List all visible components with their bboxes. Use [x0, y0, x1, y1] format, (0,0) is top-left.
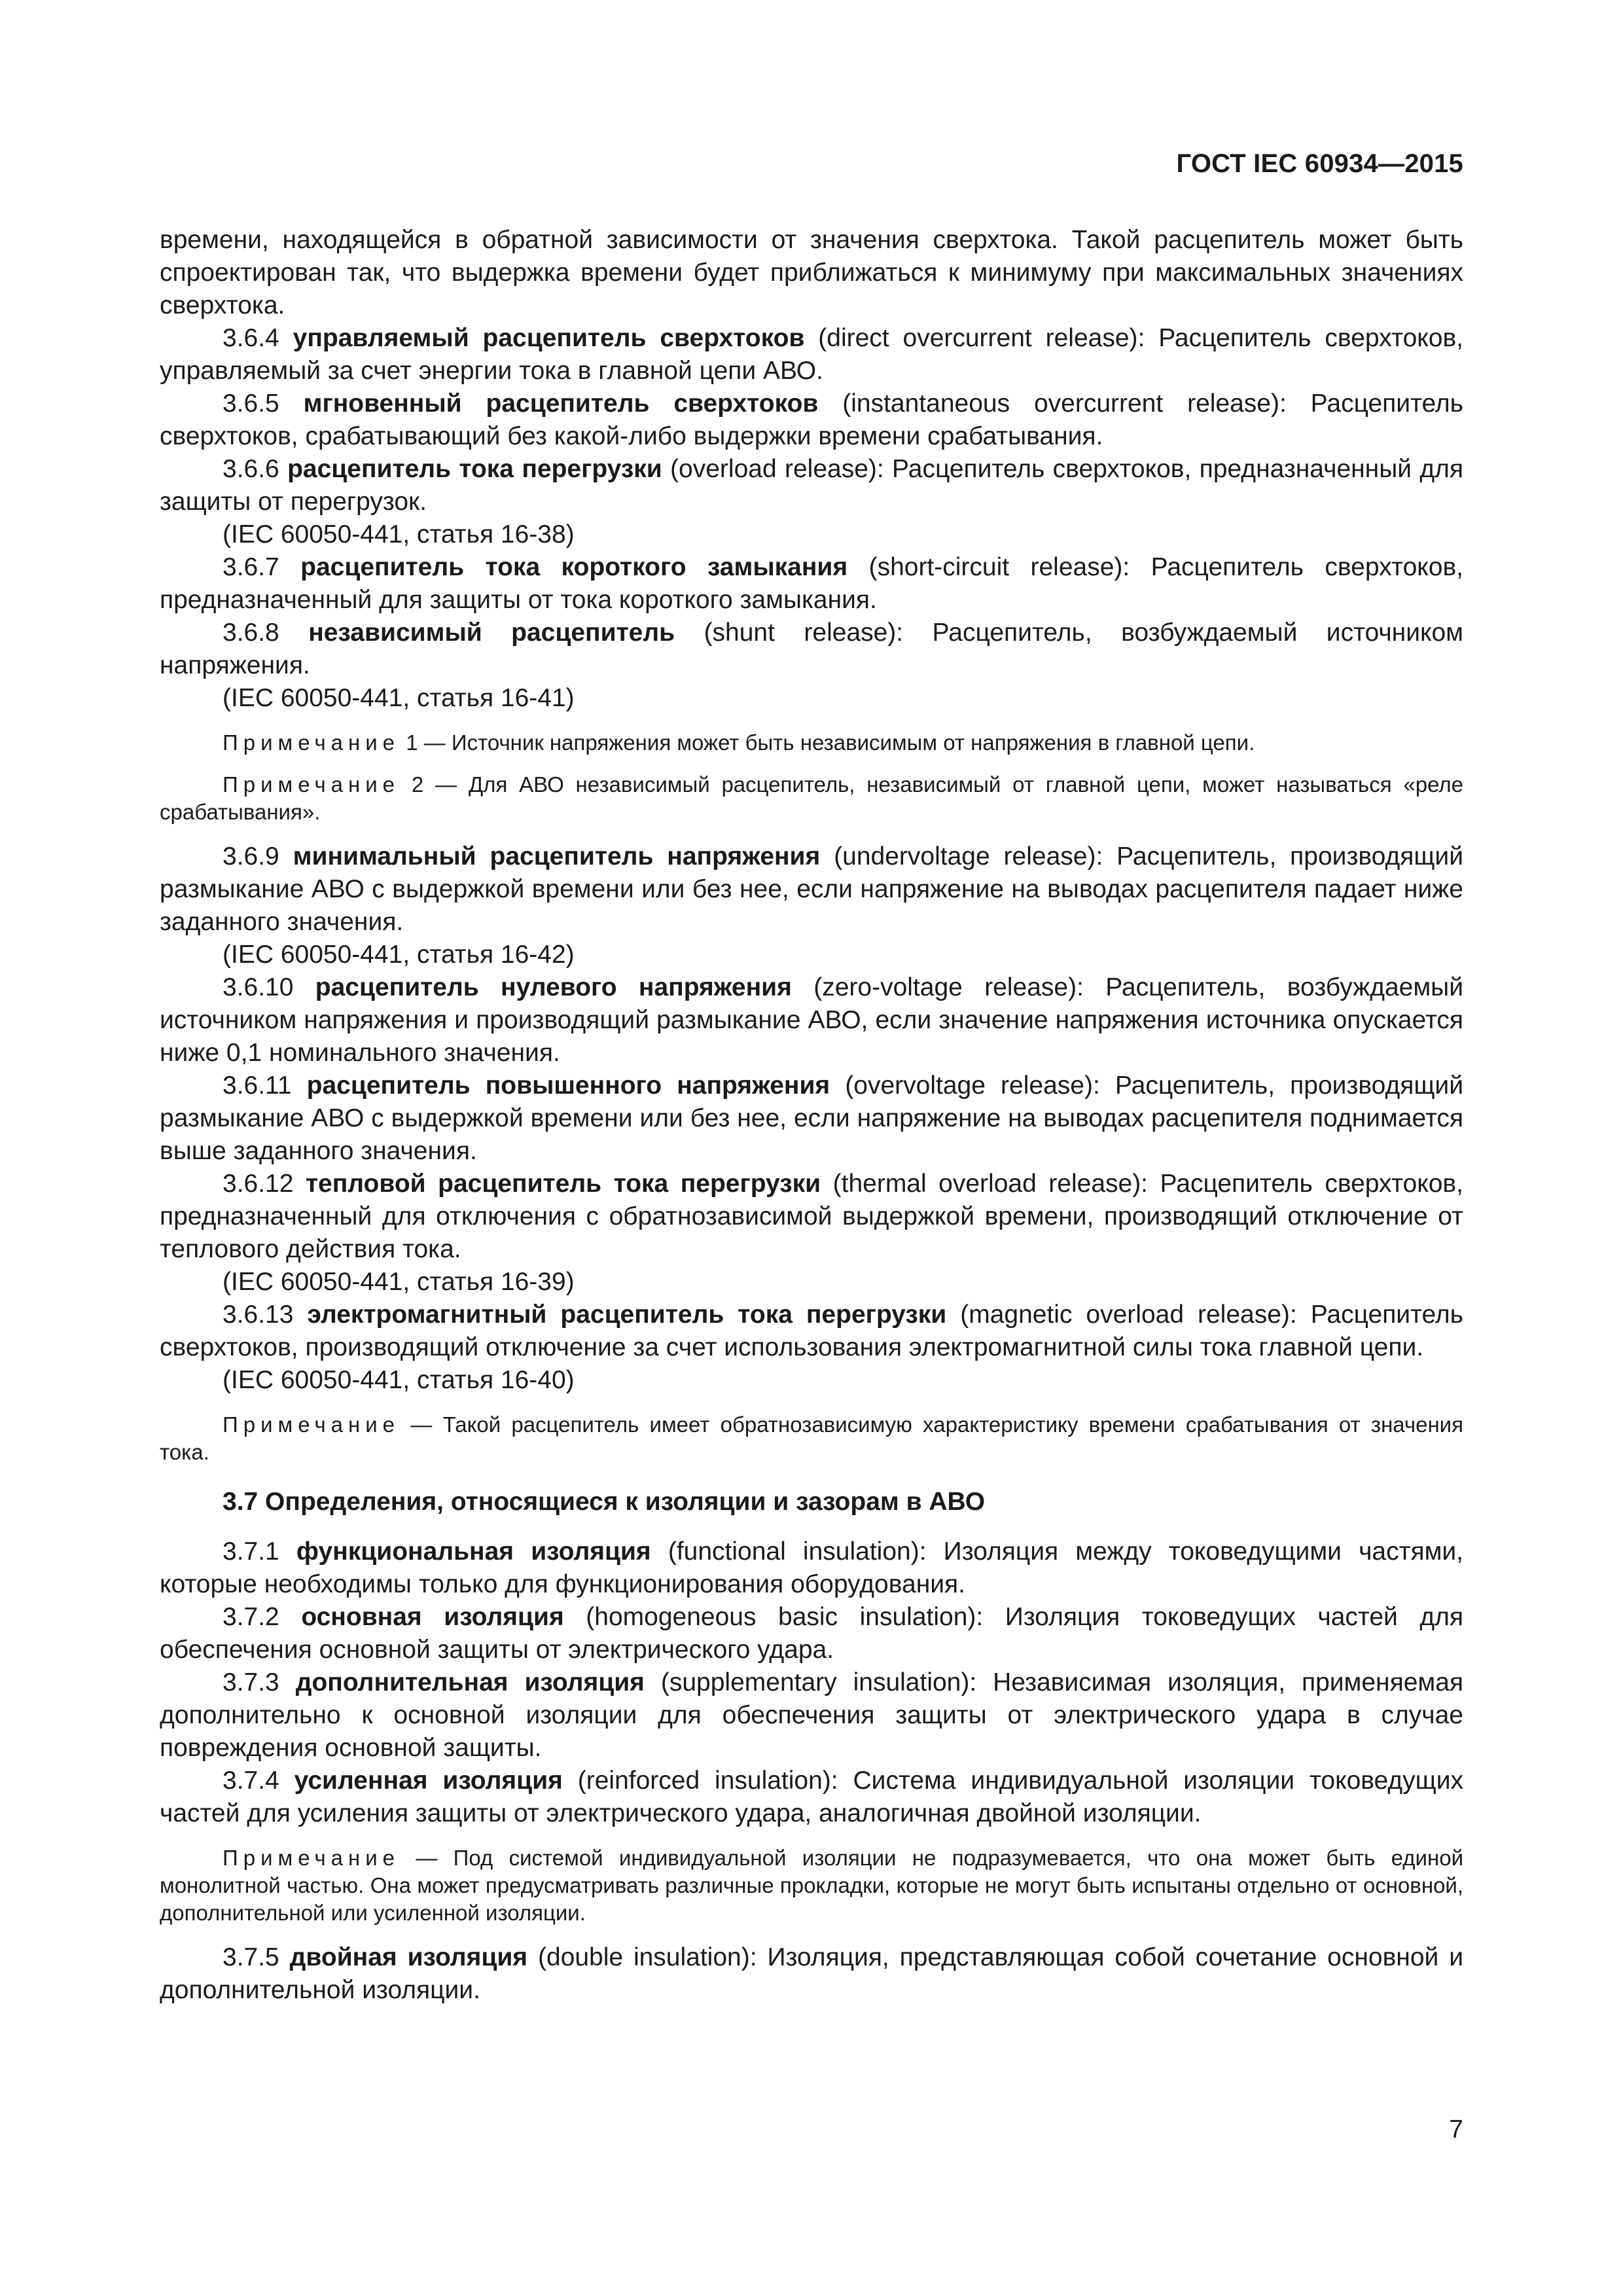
note-3	[160, 1411, 1463, 1466]
note-text: — Источник напряжения может быть независимым от напряжения в главной цепи.	[423, 730, 1255, 755]
term: электромагнитный расцепитель тока перегрузки	[307, 1300, 947, 1329]
definition: (undervoltage release): Расцепитель, производящий размыкание АВО с выдержкой времени или без нее, если напряжение на выводах расцепителя падает ниже заданного значения.	[160, 842, 1463, 936]
term: основная изоляция	[301, 1603, 564, 1631]
definition: (instantaneous overcurrent release): Расцепитель сверхтоков, срабатывающий без какой-либо выдержки времени срабатывания.	[160, 389, 1463, 450]
section-heading-3-7: 3.7 Определения, относящиеся к изоляции и зазорам в АВО	[223, 1488, 986, 1516]
definition: (magnetic overload release): Расцепитель сверхтоков, производящий отключение за счет использования электромагнитной силы тока главной цепи.	[160, 1300, 1463, 1361]
definition: (direct overcurrent release): Расцепитель сверхтоков, управляемый за счет энергии тока в главной цепи АВО.	[160, 324, 1464, 385]
page-number: 7	[1449, 2115, 1463, 2144]
definition: (functional insulation): Изоляция между токоведущими частями, которые необходимы только для функционирования оборудования.	[160, 1537, 1464, 1598]
paragraph-3-7-5	[160, 1941, 1463, 2007]
note-text: — Такой расцепитель имеет обратнозависимую характеристику времени срабатывания от значения тока.	[160, 1412, 1463, 1464]
paragraph-3-6-10	[160, 971, 1463, 1069]
clause-number: 3.7.5	[223, 1943, 279, 1971]
note-text: — Для АВО независимый расцепитель, независимый от главной цепи, может называться «реле срабатывания».	[160, 772, 1464, 824]
note-label: Примечание	[223, 772, 401, 797]
document-body	[160, 224, 1463, 2007]
paragraph-3-7-2	[160, 1601, 1463, 1666]
reference: (IEC 60050-441, статья 16-40)	[223, 1366, 575, 1394]
clause-number: 3.7.2	[223, 1603, 279, 1631]
paragraph-3-6-5	[160, 387, 1463, 453]
term: функциональная изоляция	[296, 1537, 651, 1566]
term: двойная изоляция	[289, 1943, 528, 1971]
paragraph-3-6-6	[160, 453, 1463, 518]
note-4	[160, 1844, 1463, 1927]
definition: (homogeneous basic insulation): Изоляция токоведущих частей для обеспечения основной защиты от электрического удара.	[160, 1603, 1463, 1664]
clause-number: 3.6.8	[223, 619, 279, 647]
note-label: Примечание	[223, 1412, 401, 1437]
document-header: ГОСТ IEC 60934—2015	[1176, 149, 1463, 178]
reference: (IEC 60050-441, статья 16-39)	[223, 1268, 575, 1296]
term: тепловой расцепитель тока перегрузки	[305, 1170, 821, 1198]
paragraph-3-6-9	[160, 840, 1463, 939]
paragraph-3-6-11	[160, 1069, 1463, 1168]
clause-number: 3.6.4	[223, 324, 279, 352]
clause-number: 3.7.3	[223, 1668, 279, 1696]
paragraph-3-7-4	[160, 1765, 1463, 1830]
paragraph-3-6-8	[160, 617, 1463, 682]
definition: (double insulation): Изоляция, представляющая собой сочетание основной и дополнительной изоляции.	[160, 1943, 1464, 2004]
term: минимальный расцепитель напряжения	[293, 842, 821, 870]
definition: (overvoltage release): Расцепитель, производящий размыкание АВО с выдержкой времени или без нее, если напряжение на выводах расцепителя поднимается выше заданного значения.	[160, 1071, 1463, 1165]
term: управляемый расцепитель сверхтоков	[293, 324, 805, 352]
clause-number: 3.6.13	[223, 1300, 294, 1329]
term: независимый расцепитель	[308, 619, 675, 647]
note-number: 1	[406, 730, 418, 755]
reference: (IEC 60050-441, статья 16-38)	[223, 520, 575, 548]
term: мгновенный расцепитель сверхтоков	[303, 389, 819, 418]
clause-number: 3.6.12	[223, 1170, 294, 1198]
note-label: Примечание	[223, 1846, 401, 1870]
clause-number: 3.6.10	[223, 973, 294, 1001]
definition: (reinforced insulation): Система индивидуальной изоляции токоведущих частей для усиления защиты от электрического удара, аналогичная двойной изоляции.	[160, 1767, 1463, 1827]
term: дополнительная изоляция	[295, 1668, 645, 1696]
term: расцепитель тока короткого замыкания	[300, 553, 848, 581]
paragraph-intro: времени, находящейся в обратной зависимости от значения сверхтока. Такой расцепитель может быть спроектирован так, что выдержка времени будет приближаться к минимуму при максимальных значениях сверхтока.	[160, 226, 1463, 319]
paragraph-3-6-4	[160, 322, 1463, 387]
clause-number: 3.6.11	[223, 1071, 292, 1100]
clause-number: 3.6.9	[223, 842, 279, 870]
clause-number: 3.7.1	[223, 1537, 279, 1566]
term: усиленная изоляция	[294, 1767, 563, 1795]
note-label: Примечание	[223, 730, 401, 755]
clause-number: 3.6.5	[223, 389, 279, 418]
note-2	[160, 771, 1463, 826]
definition: (short-circuit release): Расцепитель сверхтоков, предназначенный для защиты от тока короткого замыкания.	[160, 553, 1463, 614]
reference: (IEC 60050-441, статья 16-42)	[223, 941, 575, 969]
paragraph-3-6-13	[160, 1299, 1463, 1364]
paragraph-3-6-12	[160, 1168, 1463, 1266]
note-text: — Под системой индивидуальной изоляции не подразумевается, что она может быть единой монолитной частью. Она может предусматривать различные прокладки, которые не могут быть испытаны отдельно от основной, дополнительной или усиленной изоляции.	[160, 1846, 1463, 1925]
reference: (IEC 60050-441, статья 16-41)	[223, 684, 575, 712]
paragraph-3-7-3	[160, 1666, 1463, 1765]
clause-number: 3.6.6	[223, 455, 279, 483]
note-1	[160, 729, 1463, 757]
definition: (supplementary insulation): Независимая изоляция, применяемая дополнительно к основной изоляции для обеспечения защиты от электрического удара в случае повреждения основной защиты.	[160, 1668, 1464, 1762]
definition: (zero-voltage release): Расцепитель, возбуждаемый источником напряжения и производящий размыкание АВО, если значение напряжения источника опускается ниже 0,1 номинального значения.	[160, 973, 1463, 1067]
definition: (shunt release): Расцепитель, возбуждаемый источником напряжения.	[160, 619, 1463, 679]
term: расцепитель тока перегрузки	[287, 455, 662, 483]
clause-number: 3.7.4	[223, 1767, 279, 1795]
term: расцепитель повышенного напряжения	[306, 1071, 830, 1100]
paragraph-3-6-7	[160, 551, 1463, 617]
note-number: 2	[411, 772, 424, 797]
clause-number: 3.6.7	[223, 553, 279, 581]
definition: (overload release): Расцепитель сверхтоков, предназначенный для защиты от перегрузок.	[160, 455, 1463, 516]
paragraph-3-7-1	[160, 1535, 1463, 1601]
definition: (thermal overload release): Расцепитель сверхтоков, предназначенный для отключения с обратнозависимой выдержкой времени, производящий отключение от теплового действия тока.	[160, 1170, 1463, 1263]
term: расцепитель нулевого напряжения	[315, 973, 792, 1001]
